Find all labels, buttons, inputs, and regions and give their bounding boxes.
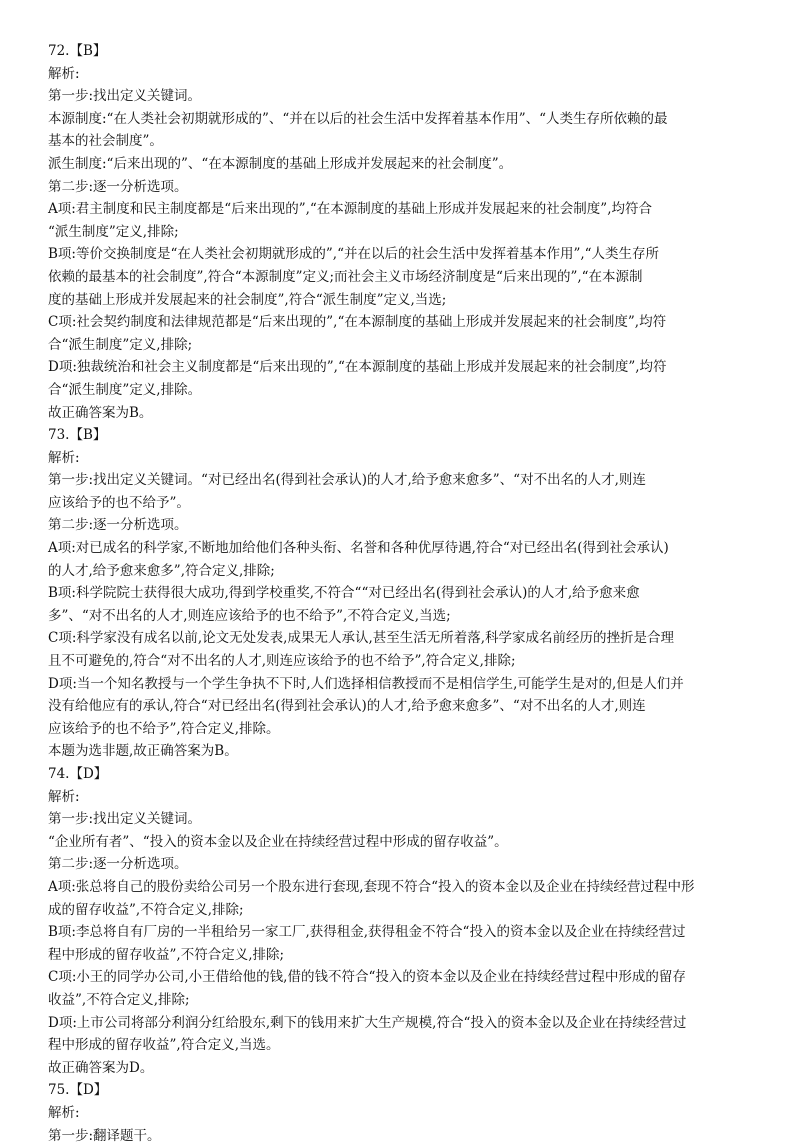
text-line: C项:社会契约制度和法律规范都是“后来出现的”,“在本源制度的基础上形成并发展起来的社会制度”,均符 bbox=[48, 311, 752, 334]
text-line: 基本的社会制度”。 bbox=[48, 130, 752, 153]
text-line: 75.【D】 bbox=[48, 1079, 752, 1102]
text-line: 73.【B】 bbox=[48, 424, 752, 447]
text-line: 且不可避免的,符合“对不出名的人才,则连应该给予的也不给予”,符合定义,排除; bbox=[48, 650, 752, 673]
text-line: 第二步:逐一分析选项。 bbox=[48, 853, 752, 876]
text-line: B项:等价交换制度是“在人类社会初期就形成的”,“并在以后的社会生活中发挥着基本作用”,“人类生存所 bbox=[48, 243, 752, 266]
text-line: C项:科学家没有成名以前,论文无处发表,成果无人承认,甚至生活无所着落,科学家成名前经历的挫折是合理 bbox=[48, 627, 752, 650]
text-line: 第一步:翻译题干。 bbox=[48, 1125, 752, 1147]
text-line: A项:张总将自己的股份卖给公司另一个股东进行套现,套现不符合“投入的资本金以及企业在持续经营过程中形 bbox=[48, 876, 752, 899]
text-line: 依赖的最基本的社会制度”,符合“本源制度”定义;而社会主义市场经济制度是“后来出现的”,“在本源制 bbox=[48, 266, 752, 289]
text-line: 程中形成的留存收益”,不符合定义,排除; bbox=[48, 944, 752, 967]
text-line: 合“派生制度”定义,排除。 bbox=[48, 379, 752, 402]
text-line: 没有给他应有的承认,符合“对已经出名(得到社会承认)的人才,给予愈来愈多”、“对不出名的人才,则连 bbox=[48, 695, 752, 718]
text-line: D项:上市公司将部分利润分红给股东,剩下的钱用来扩大生产规模,符合“投入的资本金以及企业在持续经营过 bbox=[48, 1012, 752, 1035]
text-line: B项:李总将自有厂房的一半租给另一家工厂,获得租金,获得租金不符合“投入的资本金以及企业在持续经营过 bbox=[48, 921, 752, 944]
text-line: 第一步:找出定义关键词。 bbox=[48, 808, 752, 831]
text-line: 72.【B】 bbox=[48, 40, 752, 63]
text-line: 第一步:找出定义关键词。 bbox=[48, 85, 752, 108]
text-line: 解析: bbox=[48, 63, 752, 86]
text-line: 74.【D】 bbox=[48, 763, 752, 786]
text-line: B项:科学院院士获得很大成功,得到学校重奖,不符合““对已经出名(得到社会承认)的人才,给予愈来愈 bbox=[48, 582, 752, 605]
text-line: 解析: bbox=[48, 1102, 752, 1125]
text-line: C项:小王的同学办公司,小王借给他的钱,借的钱不符合“投入的资本金以及企业在持续经营过程中形成的留存 bbox=[48, 966, 752, 989]
text-line: A项:对已成名的科学家,不断地加给他们各种头衔、名誉和各种优厚待遇,符合“对已经出名(得到社会承认) bbox=[48, 537, 752, 560]
text-line: “派生制度”定义,排除; bbox=[48, 221, 752, 244]
text-line: 合“派生制度”定义,排除; bbox=[48, 334, 752, 357]
text-line: 解析: bbox=[48, 447, 752, 470]
text-line: A项:君主制度和民主制度都是“后来出现的”,“在本源制度的基础上形成并发展起来的社会制度”,均符合 bbox=[48, 198, 752, 221]
text-line: 派生制度:“后来出现的”、“在本源制度的基础上形成并发展起来的社会制度”。 bbox=[48, 153, 752, 176]
text-line: 度的基础上形成并发展起来的社会制度”,符合“派生制度”定义,当选; bbox=[48, 289, 752, 312]
text-line: D项:独裁统治和社会主义制度都是“后来出现的”,“在本源制度的基础上形成并发展起来的社会制度”,均符 bbox=[48, 356, 752, 379]
text-line: 解析: bbox=[48, 786, 752, 809]
text-line: 第二步:逐一分析选项。 bbox=[48, 514, 752, 537]
text-line: 本源制度:“在人类社会初期就形成的”、“并在以后的社会生活中发挥着基本作用”、“人类生存所依赖的最 bbox=[48, 108, 752, 131]
text-line: 收益”,不符合定义,排除; bbox=[48, 989, 752, 1012]
text-line: “企业所有者”、“投入的资本金以及企业在持续经营过程中形成的留存收益”。 bbox=[48, 831, 752, 854]
text-line: 应该给予的也不给予”。 bbox=[48, 492, 752, 515]
text-line: 第一步:找出定义关键词。“对已经出名(得到社会承认)的人才,给予愈来愈多”、“对不出名的人才,则连 bbox=[48, 469, 752, 492]
text-line: 程中形成的留存收益”,符合定义,当选。 bbox=[48, 1034, 752, 1057]
text-line: 应该给予的也不给予”,符合定义,排除。 bbox=[48, 718, 752, 741]
text-line: 本题为选非题,故正确答案为B。 bbox=[48, 740, 752, 763]
text-line: 成的留存收益”,不符合定义,排除; bbox=[48, 899, 752, 922]
text-line: 的人才,给予愈来愈多”,符合定义,排除; bbox=[48, 560, 752, 583]
text-line: 故正确答案为D。 bbox=[48, 1057, 752, 1080]
text-line: D项:当一个知名教授与一个学生争执不下时,人们选择相信教授而不是相信学生,可能学生是对的,但是人们并 bbox=[48, 673, 752, 696]
text-line: 多”、“对不出名的人才,则连应该给予的也不给予”,不符合定义,当选; bbox=[48, 605, 752, 628]
text-line: 故正确答案为B。 bbox=[48, 402, 752, 425]
text-line: 第二步:逐一分析选项。 bbox=[48, 176, 752, 199]
